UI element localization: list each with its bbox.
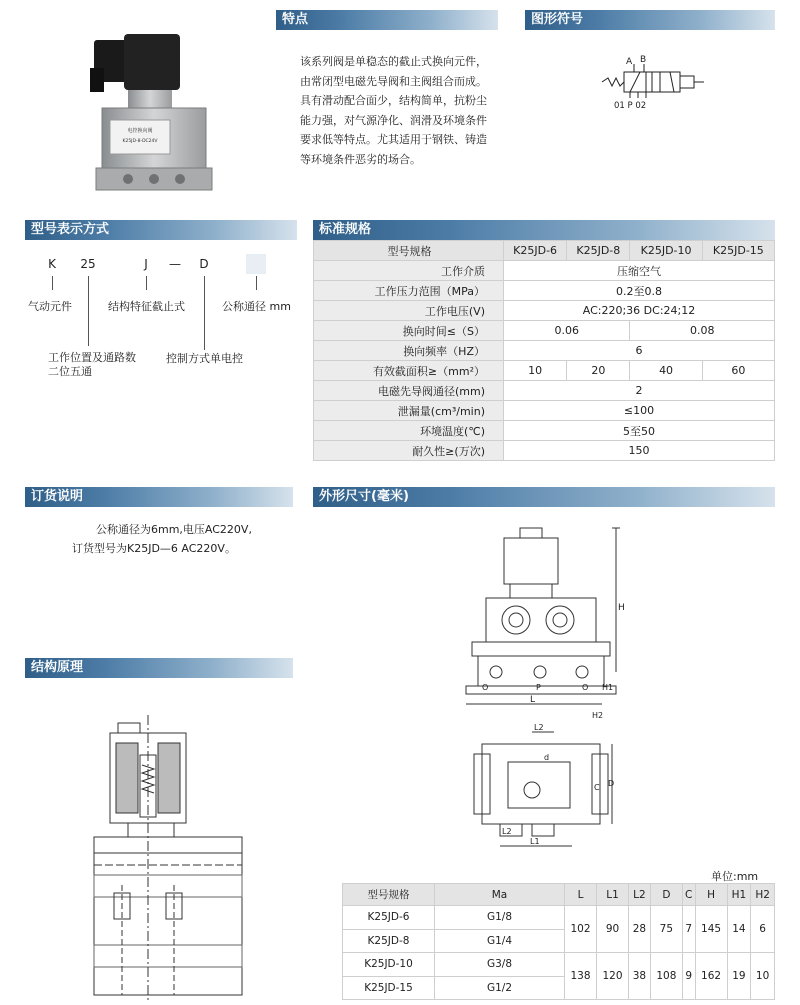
table-cell: 20 (567, 361, 630, 381)
table-row (314, 401, 775, 421)
table-cell: 19 (727, 953, 751, 1000)
label-nominal: 公称通径 mm (222, 300, 291, 313)
port-label-p: P (536, 683, 541, 692)
table-cell: 40 (630, 361, 702, 381)
table-cell: G3/8 (435, 953, 565, 977)
code-j: J (144, 257, 148, 271)
table-cell: 6 (751, 906, 775, 953)
nameplate-model: K25JD-8-DC24V (122, 139, 158, 144)
features-line: 能力强，对气源净化、润滑及环境条件 (300, 113, 487, 127)
features-line: 等环境条件恶劣的场合。 (300, 152, 421, 166)
order-line: 公称通径为6mm,电压AC220V, (96, 523, 252, 536)
label-position-1: 工作位置及通路数 (48, 351, 136, 364)
structure-drawing (88, 715, 248, 1000)
label-pneumatic: 气动元件 (28, 300, 72, 313)
table-cell: 150 (504, 441, 775, 461)
table-header-cell: 型号规格 (314, 241, 504, 261)
table-label: 耐久性≥(万次) (314, 441, 504, 461)
dim-label-L2-bottom: L2 (502, 827, 512, 836)
section-order: 订货说明 (25, 487, 293, 507)
dim-label-C: C (594, 783, 600, 792)
leader-line (88, 276, 89, 346)
table-cell: K25JD-15 (343, 976, 435, 1000)
order-line: 订货型号为K25JD—6 AC220V。 (72, 542, 236, 555)
features-line: 具有滑动配合面少，结构简单，抗粉尘 (300, 94, 487, 107)
features-line: 要求低等特点。尤其适用于钢铁、铸造 (300, 133, 487, 146)
table-cell: 10 (751, 953, 775, 1000)
symbol-label-a: A (626, 57, 633, 67)
table-cell: ≤100 (504, 401, 775, 421)
section-spec: 标准规格 (313, 220, 775, 240)
table-cell: 75 (650, 906, 682, 953)
features-line: 由常闭型电磁先导阀和主阀组合而成。 (300, 74, 487, 88)
table-cell: 145 (695, 906, 727, 953)
table-cell: AC:220;36 DC:24;12 (504, 301, 775, 321)
table-header-cell: D (650, 884, 682, 906)
code-size-box (246, 254, 266, 274)
label-control: 控制方式单电控 (166, 352, 243, 365)
symbol-label-b: B (640, 55, 647, 65)
outline-front-drawing (452, 522, 628, 722)
table-label: 工作介质 (314, 261, 504, 281)
table-cell: 5至50 (504, 421, 775, 441)
nameplate-title: 电控换向阀 (127, 128, 153, 134)
table-row (314, 261, 775, 281)
table-cell: 6 (504, 341, 775, 361)
table-header-cell: Ma (435, 884, 565, 906)
dim-label-L: L (530, 695, 536, 705)
dim-label-L1: L1 (530, 837, 540, 846)
table-header-cell: H2 (751, 884, 775, 906)
table-cell: 0.2至0.8 (504, 281, 775, 301)
valve-symbol (600, 52, 710, 110)
table-cell: 162 (695, 953, 727, 1000)
table-cell: 108 (650, 953, 682, 1000)
table-cell: 138 (565, 953, 597, 1000)
table-row (314, 421, 775, 441)
model-designation (28, 254, 298, 384)
table-row (314, 301, 775, 321)
section-model: 型号表示方式 (25, 220, 297, 240)
table-cell: 120 (597, 953, 629, 1000)
table-row (343, 884, 775, 906)
code-dash: — (169, 257, 181, 271)
table-header-cell: K25JD-15 (702, 241, 774, 261)
dim-label-D: D (608, 779, 615, 788)
table-row (314, 321, 775, 341)
table-header-cell: K25JD-6 (504, 241, 567, 261)
dim-label-H: H (618, 603, 625, 613)
port-label-o2: O (582, 683, 589, 692)
table-label: 泄漏量(cm³/min) (314, 401, 504, 421)
table-cell: 28 (629, 906, 651, 953)
table-row (314, 441, 775, 461)
table-cell: 7 (682, 906, 695, 953)
table-cell: 102 (565, 906, 597, 953)
code-d: D (199, 257, 209, 271)
dimension-table (342, 883, 775, 1000)
table-header-cell: H (695, 884, 727, 906)
table-header-cell: K25JD-8 (567, 241, 630, 261)
section-outline: 外形尺寸(毫米) (313, 487, 775, 507)
features-text (300, 52, 500, 169)
section-structure: 结构原理 (25, 658, 293, 678)
table-label: 有效截面积≥（mm²） (314, 361, 504, 381)
unit-label: 单位:mm (711, 870, 759, 883)
table-label: 电磁先导阀通径(mm) (314, 381, 504, 401)
table-row (314, 381, 775, 401)
table-row (343, 906, 775, 930)
table-header-cell: L2 (629, 884, 651, 906)
table-cell: 14 (727, 906, 751, 953)
table-row (314, 361, 775, 381)
table-label: 工作压力范围（MPa） (314, 281, 504, 301)
table-cell: 38 (629, 953, 651, 1000)
leader-line (256, 276, 257, 290)
table-cell: 60 (702, 361, 774, 381)
dim-label-H2: H2 (592, 711, 604, 720)
table-label: 换向频率（HZ） (314, 341, 504, 361)
table-cell: 10 (504, 361, 567, 381)
table-cell: G1/4 (435, 929, 565, 953)
section-symbol: 图形符号 (525, 10, 775, 30)
label-position-2: 二位五通 (48, 365, 92, 378)
table-label: 工作电压(V) (314, 301, 504, 321)
table-cell: K25JD-6 (343, 906, 435, 930)
table-cell: 压缩空气 (504, 261, 775, 281)
section-features: 特点 (276, 10, 498, 30)
table-header-cell: L (565, 884, 597, 906)
table-cell: 90 (597, 906, 629, 953)
table-cell: 9 (682, 953, 695, 1000)
dim-label-d: d (544, 753, 550, 762)
code-k: K (48, 257, 56, 271)
leader-line (146, 276, 147, 290)
code-25: 25 (80, 257, 96, 271)
table-header-cell: H1 (727, 884, 751, 906)
spec-table (313, 240, 775, 461)
table-row (314, 341, 775, 361)
product-photo (88, 28, 216, 203)
order-text (72, 520, 252, 558)
symbol-ports: 01 P 02 (614, 101, 647, 110)
table-label: 环境温度(℃) (314, 421, 504, 441)
table-row (314, 241, 775, 261)
table-header-cell: K25JD-10 (630, 241, 702, 261)
table-row (343, 953, 775, 977)
table-header-cell: L1 (597, 884, 629, 906)
dim-label-H1: H1 (602, 683, 614, 692)
table-header-cell: 型号规格 (343, 884, 435, 906)
table-cell: G1/2 (435, 976, 565, 1000)
outline-top-drawing (472, 722, 620, 852)
table-header-cell: C (682, 884, 695, 906)
features-line: 该系列阀是单稳态的截止式换向元件， (300, 55, 487, 68)
table-cell: 0.06 (504, 321, 630, 341)
table-cell: 2 (504, 381, 775, 401)
leader-line (204, 276, 205, 350)
label-structure: 结构特征截止式 (108, 300, 185, 313)
table-cell: K25JD-10 (343, 953, 435, 977)
table-label: 换向时间≤（S） (314, 321, 504, 341)
table-cell: K25JD-8 (343, 929, 435, 953)
table-row (314, 281, 775, 301)
dim-label-L2: L2 (534, 723, 544, 732)
leader-line (52, 276, 53, 290)
table-cell: G1/8 (435, 906, 565, 930)
table-cell: 0.08 (630, 321, 775, 341)
port-label-o1: O (482, 683, 489, 692)
